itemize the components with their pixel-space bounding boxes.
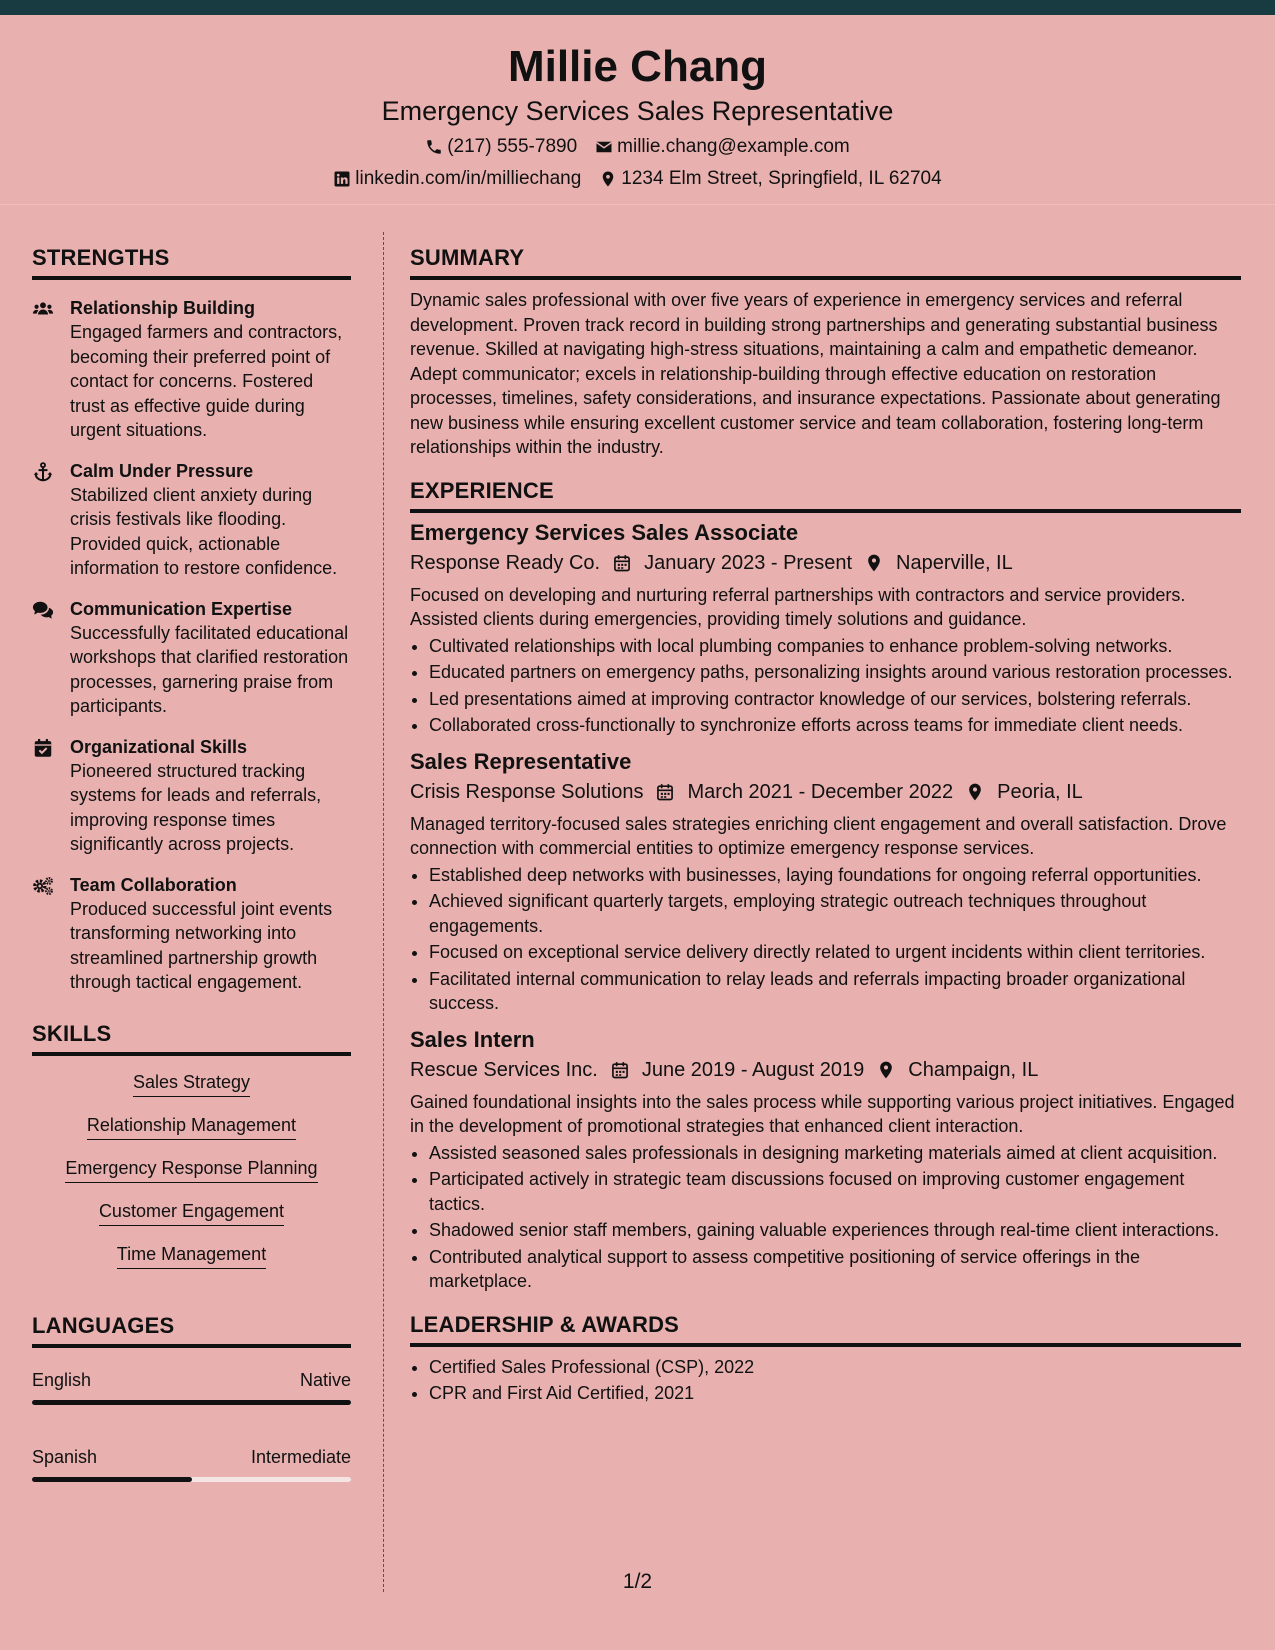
- column-divider: [383, 232, 384, 1592]
- skills-heading: SKILLS: [32, 1021, 351, 1056]
- job-meta: [410, 1056, 1241, 1084]
- strength-item: [32, 873, 351, 995]
- left-column: [32, 245, 351, 1482]
- strength-title: Calm Under Pressure: [70, 460, 254, 481]
- users-icon: [32, 298, 56, 320]
- strength-title: Team Collaboration: [70, 874, 237, 895]
- top-accent-bar: [0, 0, 1275, 15]
- job-dates: June 2019 - August 2019: [641, 1058, 865, 1081]
- address-contact: [599, 167, 941, 191]
- job-company: Crisis Response Solutions: [410, 780, 644, 803]
- skills-list: [32, 1070, 351, 1269]
- job-entry: [410, 1026, 1241, 1294]
- job-description: Managed territory-focused sales strategies enriching client engagement and overall satisfaction. Drove connection with commercial entities to optimize emergency response services.: [410, 813, 1227, 858]
- job-meta: [410, 549, 1241, 577]
- language-name: English: [32, 1369, 92, 1390]
- job-entry: [410, 748, 1241, 1016]
- calendar-icon: [612, 553, 632, 573]
- awards-heading: LEADERSHIP & AWARDS: [410, 1312, 1241, 1347]
- linkedin-text: linkedin.com/in/milliechang: [355, 168, 582, 190]
- strength-desc: Produced successful joint events transforming networking into streamlined partnership growth through tactical engagement.: [70, 898, 333, 992]
- strength-desc: Stabilized client anxiety during crisis festivals like flooding. Provided quick, actionable information to restore confidence.: [70, 484, 338, 578]
- job-dates: January 2023 - Present: [644, 551, 853, 574]
- strength-item: [32, 296, 351, 443]
- job-bullet: • Educated partners on emergency paths, personalizing insights around various restoration processes.: [429, 660, 1241, 685]
- skill-row: [32, 1070, 351, 1097]
- skill-item: Customer Engagement: [99, 1199, 284, 1226]
- job-bullet: • Collaborated cross-functionally to synchronize efforts across teams for immediate client needs.: [429, 713, 1241, 738]
- skill-item: Sales Strategy: [133, 1070, 250, 1097]
- map-pin-icon: [876, 1060, 896, 1080]
- right-column: [410, 245, 1241, 1406]
- job-title: Sales Intern: [410, 1026, 535, 1052]
- phone-contact[interactable]: [425, 135, 577, 159]
- linkedin-contact[interactable]: [333, 167, 581, 191]
- phone-icon: [425, 138, 443, 156]
- language-item: [32, 1368, 351, 1405]
- job-bullet: • Cultivated relationships with local plumbing companies to enhance problem-solving networks.: [429, 634, 1241, 659]
- strength-item: [32, 597, 351, 719]
- strength-desc: Pioneered structured tracking systems for leads and referrals, improving response times significantly across projects.: [70, 760, 322, 854]
- language-proficiency-fill: [32, 1477, 192, 1482]
- job-bullet: • Contributed analytical support to assess competitive positioning of service offerings in the marketplace.: [429, 1245, 1241, 1294]
- summary-text: Dynamic sales professional with over five years of experience in emergency services and referral development. Proven track record in building strong partnerships and generating substantial business revenue. Skilled at navigating high-stress situations, maintaining a calm and empathetic demeanor. Adept communicator; excels in relationship-building through effective education on restoration processes, timelines, safety considerations, and insurance expectations. Passionate about generating new business while ensuring excellent customer service and team collaboration, fostering long-term relationships within the industry.: [410, 290, 1221, 457]
- strength-title: Relationship Building: [70, 298, 255, 318]
- language-name: Spanish: [32, 1446, 98, 1467]
- resume-header: [0, 15, 1275, 205]
- skill-row: [32, 1140, 351, 1183]
- job-bullet: • Focused on exceptional service delivery directly related to urgent incidents within client territories.: [429, 940, 1241, 965]
- award-item: • CPR and First Aid Certified, 2021: [429, 1381, 1241, 1406]
- job-bullet: • Participated actively in strategic team discussions focused on improving customer engagement tactics.: [429, 1167, 1241, 1216]
- job-location: Champaign, IL: [908, 1058, 1039, 1081]
- award-item: • Certified Sales Professional (CSP), 2022: [429, 1355, 1241, 1380]
- page-number: 1/2: [622, 1570, 653, 1593]
- anchor-icon: [32, 461, 56, 483]
- job-bullet: • Achieved significant quarterly targets, employing strategic outreach techniques throughout engagements.: [429, 889, 1241, 938]
- gears-icon: [32, 875, 56, 897]
- comments-icon: [32, 599, 56, 621]
- languages-heading: LANGUAGES: [32, 1313, 351, 1348]
- skill-item: Emergency Response Planning: [65, 1156, 317, 1183]
- calendar-icon: [610, 1060, 630, 1080]
- calendar-check-icon: [32, 737, 56, 759]
- job-meta: [410, 778, 1241, 806]
- map-pin-icon: [599, 170, 617, 188]
- job-location: Naperville, IL: [896, 551, 1013, 574]
- phone-text: (217) 555-7890: [447, 136, 578, 158]
- language-proficiency-bar: [32, 1477, 351, 1482]
- calendar-icon: [655, 782, 675, 802]
- strength-item: [32, 459, 351, 581]
- job-description: Gained foundational insights into the sales process while supporting various project initiatives. Engaged in the development of promotional strategies that enhanced client interaction.: [410, 1091, 1235, 1136]
- language-proficiency-bar: [32, 1400, 351, 1405]
- job-description: Focused on developing and nurturing referral partnerships with contractors and service providers. Assisted clients during emergencies, providing timely solutions and guidance.: [410, 584, 1186, 629]
- language-level: Native: [299, 1369, 351, 1390]
- strength-desc: Successfully facilitated educational workshops that clarified restoration processes, garnering praise from participants.: [70, 622, 349, 716]
- job-title: Sales Representative: [410, 748, 632, 774]
- language-item: [32, 1445, 351, 1482]
- strength-desc: Engaged farmers and contractors, becoming their preferred point of contact for concerns. Fostered trust as effective guide during urgent situations.: [70, 322, 343, 440]
- skill-row: [32, 1097, 351, 1140]
- email-contact[interactable]: [595, 135, 850, 159]
- contact-row-2: [0, 167, 1275, 191]
- map-pin-icon: [965, 782, 985, 802]
- linkedin-icon: [333, 170, 351, 188]
- email-text: millie.chang@example.com: [617, 136, 850, 158]
- map-pin-icon: [864, 553, 884, 573]
- awards-list: [429, 1355, 1241, 1406]
- strength-title: Communication Expertise: [70, 598, 293, 619]
- address-text: 1234 Elm Street, Springfield, IL 62704: [621, 168, 942, 190]
- strengths-heading: STRENGTHS: [32, 245, 351, 280]
- skill-row: [32, 1226, 351, 1269]
- summary-heading: SUMMARY: [410, 245, 1241, 280]
- skill-item: Time Management: [117, 1242, 266, 1269]
- job-bullet: • Facilitated internal communication to relay leads and referrals impacting broader organizational success.: [429, 967, 1241, 1016]
- language-level: Intermediate: [250, 1446, 351, 1467]
- job-bullet: • Assisted seasoned sales professionals in designing marketing materials aimed at client acquisition.: [429, 1141, 1241, 1166]
- job-bullets: [429, 1141, 1241, 1294]
- job-location: Peoria, IL: [997, 780, 1083, 803]
- envelope-icon: [595, 138, 613, 156]
- strength-item: [32, 735, 351, 857]
- skill-item: Relationship Management: [87, 1113, 296, 1140]
- job-dates: March 2021 - December 2022: [687, 780, 954, 803]
- job-bullet: • Led presentations aimed at improving contractor knowledge of our services, bolstering referrals.: [429, 687, 1241, 712]
- skill-row: [32, 1183, 351, 1226]
- job-bullet: • Shadowed senior staff members, gaining valuable experiences through real-time client interactions.: [429, 1218, 1241, 1243]
- candidate-title: Emergency Services Sales Representative: [381, 96, 894, 127]
- job-bullets: [429, 863, 1241, 1016]
- candidate-name: Millie Chang: [507, 42, 768, 91]
- language-proficiency-fill: [32, 1400, 351, 1405]
- experience-heading: EXPERIENCE: [410, 478, 1241, 513]
- job-title: Emergency Services Sales Associate: [410, 519, 799, 545]
- job-bullets: [429, 634, 1241, 738]
- job-entry: [410, 519, 1241, 738]
- job-bullet: • Established deep networks with businesses, laying foundations for ongoing referral opportunities.: [429, 863, 1241, 888]
- contact-row-1: [0, 135, 1275, 159]
- strength-title: Organizational Skills: [70, 736, 248, 757]
- job-company: Response Ready Co.: [410, 551, 601, 574]
- job-company: Rescue Services Inc.: [410, 1058, 598, 1081]
